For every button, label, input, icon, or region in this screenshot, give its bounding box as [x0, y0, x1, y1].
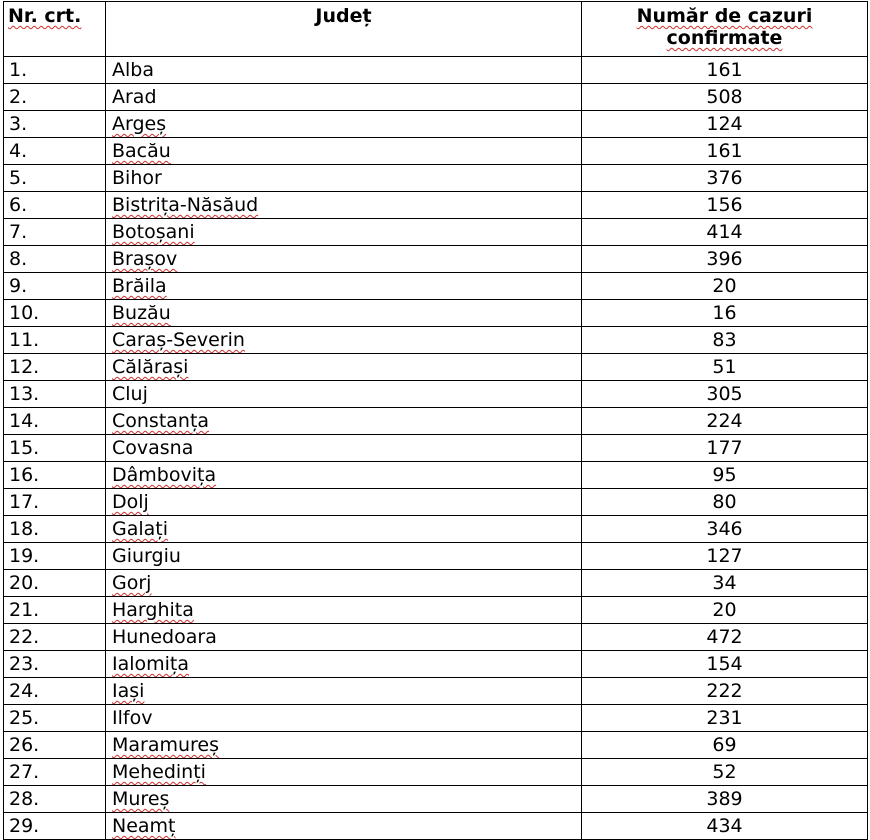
confirmed-count: 95 [582, 462, 868, 489]
row-number: 25. [4, 705, 106, 732]
row-number: 10. [4, 300, 106, 327]
county-name: Botoșani [112, 221, 195, 243]
row-number: 4. [4, 138, 106, 165]
row-number: 23. [4, 651, 106, 678]
cases-table-container [3, 1, 868, 840]
county-name: Dolj [112, 491, 149, 513]
confirmed-count: 434 [582, 813, 868, 840]
confirmed-count: 231 [582, 705, 868, 732]
table-row [4, 543, 868, 570]
county-cell [106, 165, 582, 192]
confirmed-count: 396 [582, 246, 868, 273]
table-row [4, 624, 868, 651]
county-cell [106, 813, 582, 840]
county-cell [106, 192, 582, 219]
county-name: Caraș-Severin [112, 329, 245, 351]
row-number: 19. [4, 543, 106, 570]
county-cell [106, 732, 582, 759]
header-count-line2: confirmate [666, 27, 783, 49]
row-number: 3. [4, 111, 106, 138]
county-name: Buzău [112, 302, 171, 324]
confirmed-count: 346 [582, 516, 868, 543]
confirmed-count: 389 [582, 786, 868, 813]
county-name: Dâmbovița [112, 464, 217, 486]
row-number: 17. [4, 489, 106, 516]
header-county [106, 2, 582, 57]
confirmed-count: 154 [582, 651, 868, 678]
county-name: Iași [112, 680, 145, 702]
county-name: Mureș [112, 788, 170, 810]
row-number: 7. [4, 219, 106, 246]
table-row [4, 300, 868, 327]
table-row [4, 219, 868, 246]
row-number: 13. [4, 381, 106, 408]
table-row [4, 516, 868, 543]
row-number: 15. [4, 435, 106, 462]
county-name: Brăila [112, 275, 167, 297]
county-cell [106, 273, 582, 300]
county-name: Cluj [112, 383, 148, 405]
row-number: 6. [4, 192, 106, 219]
county-cell [106, 57, 582, 84]
row-number: 5. [4, 165, 106, 192]
table-row [4, 570, 868, 597]
confirmed-count: 20 [582, 273, 868, 300]
county-name: Călărași [112, 356, 189, 378]
county-cell [106, 381, 582, 408]
county-name: Bacău [112, 140, 171, 162]
row-number: 9. [4, 273, 106, 300]
county-cell [106, 435, 582, 462]
table-row [4, 759, 868, 786]
row-number: 26. [4, 732, 106, 759]
row-number: 21. [4, 597, 106, 624]
confirmed-count: 161 [582, 57, 868, 84]
county-name: Bistrița-Năsăud [112, 194, 259, 216]
table-row [4, 732, 868, 759]
table-row [4, 354, 868, 381]
row-number: 8. [4, 246, 106, 273]
confirmed-count: 52 [582, 759, 868, 786]
header-nr [4, 2, 106, 57]
confirmed-count: 156 [582, 192, 868, 219]
confirmed-count: 83 [582, 327, 868, 354]
county-cell [106, 462, 582, 489]
table-row [4, 246, 868, 273]
county-name: Maramureș [112, 734, 220, 756]
table-body [4, 57, 868, 840]
row-number: 22. [4, 624, 106, 651]
county-name: Gorj [112, 572, 152, 594]
row-number: 16. [4, 462, 106, 489]
county-cell [106, 597, 582, 624]
confirmed-count: 177 [582, 435, 868, 462]
confirmed-count: 376 [582, 165, 868, 192]
confirmed-count: 80 [582, 489, 868, 516]
table-row [4, 489, 868, 516]
county-cell [106, 705, 582, 732]
table-header [4, 2, 868, 57]
header-nr-label: Nr. crt. [8, 5, 82, 27]
table-row [4, 165, 868, 192]
county-name: Covasna [112, 437, 194, 459]
table-row [4, 57, 868, 84]
table-row [4, 597, 868, 624]
row-number: 28. [4, 786, 106, 813]
table-row [4, 786, 868, 813]
row-number: 18. [4, 516, 106, 543]
county-cell [106, 111, 582, 138]
county-name: Harghita [112, 599, 194, 621]
county-name: Alba [112, 59, 154, 81]
confirmed-count: 34 [582, 570, 868, 597]
confirmed-count: 20 [582, 597, 868, 624]
row-number: 24. [4, 678, 106, 705]
county-cell [106, 489, 582, 516]
county-name: Neamț [112, 815, 176, 837]
county-cell [106, 651, 582, 678]
confirmed-cases-table [3, 1, 868, 840]
table-row [4, 462, 868, 489]
county-name: Bihor [112, 167, 162, 189]
table-row [4, 651, 868, 678]
confirmed-count: 16 [582, 300, 868, 327]
table-row [4, 381, 868, 408]
row-number: 29. [4, 813, 106, 840]
county-name: Brașov [112, 248, 178, 270]
county-cell [106, 138, 582, 165]
county-cell [106, 300, 582, 327]
county-cell [106, 786, 582, 813]
header-count [582, 2, 868, 57]
confirmed-count: 222 [582, 678, 868, 705]
table-row [4, 705, 868, 732]
row-number: 1. [4, 57, 106, 84]
header-row [4, 2, 868, 57]
county-cell [106, 84, 582, 111]
county-name: Hunedoara [112, 626, 217, 648]
confirmed-count: 161 [582, 138, 868, 165]
county-cell [106, 354, 582, 381]
table-row [4, 813, 868, 840]
county-cell [106, 516, 582, 543]
confirmed-count: 127 [582, 543, 868, 570]
row-number: 11. [4, 327, 106, 354]
header-count-line1: Număr de cazuri [636, 5, 813, 27]
county-name: Arad [112, 86, 157, 108]
county-name: Constanța [112, 410, 210, 432]
confirmed-count: 305 [582, 381, 868, 408]
county-name: Giurgiu [112, 545, 181, 567]
county-cell [106, 570, 582, 597]
table-row [4, 678, 868, 705]
table-row [4, 192, 868, 219]
confirmed-count: 508 [582, 84, 868, 111]
row-number: 12. [4, 354, 106, 381]
row-number: 14. [4, 408, 106, 435]
county-name: Argeș [112, 113, 167, 135]
county-name: Ialomița [112, 653, 190, 675]
county-cell [106, 759, 582, 786]
confirmed-count: 124 [582, 111, 868, 138]
confirmed-count: 51 [582, 354, 868, 381]
county-cell [106, 246, 582, 273]
table-row [4, 327, 868, 354]
county-name: Mehedinți [112, 761, 206, 783]
county-name: Galați [112, 518, 169, 540]
table-row [4, 435, 868, 462]
county-cell [106, 219, 582, 246]
row-number: 20. [4, 570, 106, 597]
confirmed-count: 69 [582, 732, 868, 759]
table-row [4, 273, 868, 300]
confirmed-count: 414 [582, 219, 868, 246]
row-number: 2. [4, 84, 106, 111]
table-row [4, 111, 868, 138]
county-cell [106, 327, 582, 354]
confirmed-count: 472 [582, 624, 868, 651]
table-row [4, 84, 868, 111]
county-name: Ilfov [112, 707, 153, 729]
table-row [4, 408, 868, 435]
confirmed-count: 224 [582, 408, 868, 435]
row-number: 27. [4, 759, 106, 786]
county-cell [106, 678, 582, 705]
county-cell [106, 408, 582, 435]
table-row [4, 138, 868, 165]
header-county-label: Județ [315, 5, 372, 27]
county-cell [106, 543, 582, 570]
county-cell [106, 624, 582, 651]
